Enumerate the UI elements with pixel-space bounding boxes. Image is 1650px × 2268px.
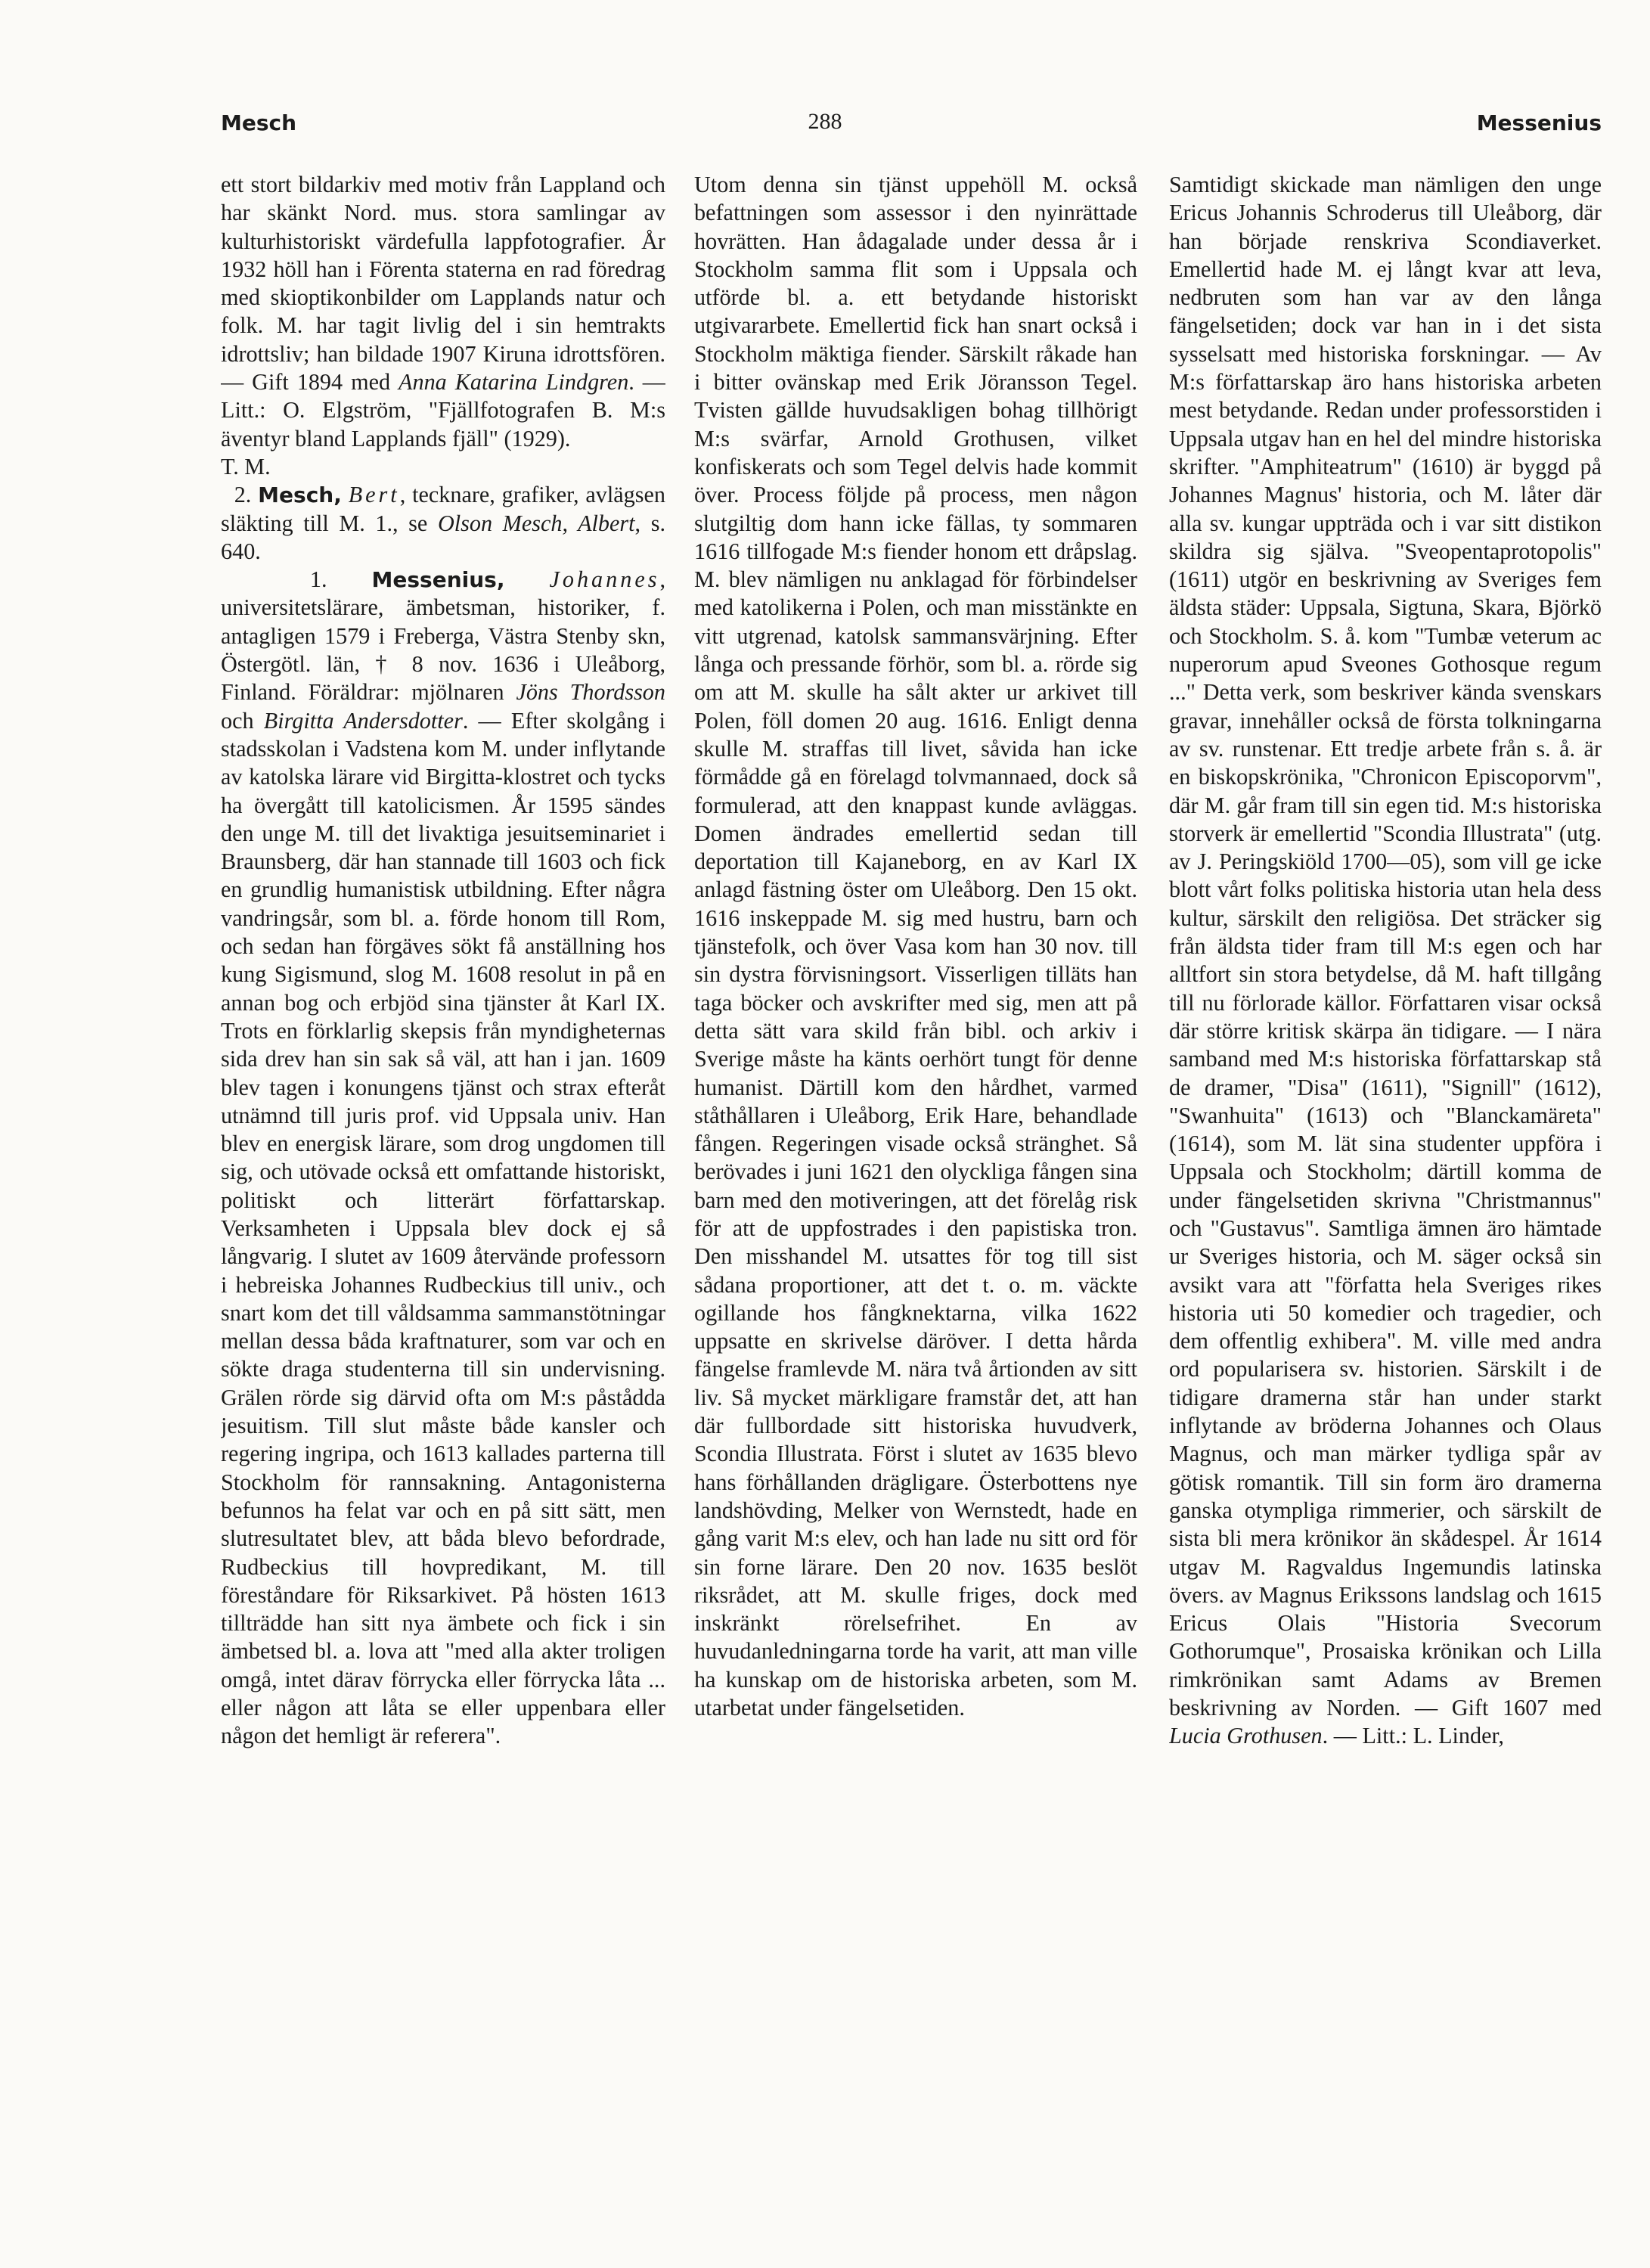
- column-2-text: Utom denna sin tjänst uppehöll M. också befattningen som assessor i den nyinrättade hovrätten. Han ådagalade under dessa år i Stockholm samma flit som i Uppsala och utförde bl. a. ett betydande historiskt utgivararbete. Emellertid fick han snart också i Stockholm mäktiga fiender. Särskilt råkade han i bitter ovänskap med Erik Jöransson Tegel. Tvisten gällde huvudsakligen bohag tillhörigt M:s svärfar, Arnold Grothusen, vilket konfiskerats och som Tegel delvis hade kommit över. Process följde på process, men någon slutgiltig dom hann icke fällas, ty sommaren 1616 tillfogade M:s fiender honom ett dråpslag. M. blev nämligen nu anklagad för förbindelser med katolikerna i Polen, och man misstänkte en vitt utgrenad, katolsk sammansvärjning. Efter långa och pressande förhör, som bl. a. rörde sig om att M. skulle ha sålt akter ur arkivet till Polen, föll domen 20 aug. 1616. Enligt denna skulle M. straffas till livet, såvida han icke förmådde gå en förelagd tolvmannaed, dock så formulerad, att den knappast kunde avläggas. Domen ändrades emellertid sedan till deportation till Kajaneborg, en av Karl IX anlagd fästning öster om Uleåborg. Den 15 okt. 1616 inskeppade M. sig med hustru, barn och tjänstefolk, och över Vasa kom han 30 nov. till sin dystra förvisningsort. Visserligen tilläts han taga böcker och avskrifter med sig, men att på detta sätt vara skild från bibl. och arkiv i Sverige måste ha känts oerhört tungt för denne humanist. Därtill kom den hårdhet, varmed ståthållaren i Uleåborg, Erik Hare, behandlade fången. Regeringen visade också stränghet. Så berövades i juni 1621 den olyckliga fången sina barn med den motiveringen, att det förelåg risk för att de uppfostrades i den papistiska tron. Den misshandel M. utsattes för tog till sist sådana proportioner, att det t. o. m. väckte ogillande hos fångknektarna, vilka 1622 uppsatte en skrivelse däröver. I detta hårda fängelse framlevde M. nära två årtionden av sitt liv. Så mycket märkligare framstår det, att han där fullbordade sitt historiska huvudverk, Scondia Illustrata. Först i slutet av 1635 blevo hans förhållanden drägligare. Österbottens nye landshövding, Melker von Wernstedt, hade en gång varit M:s elev, och han lade nu sitt ord för sin forne lärare. Den 20 nov. 1635 beslöt riksrådet, att M. skulle friges, dock med inskränkt rörelsefrihet. En av huvudanledningarna torde ha varit, att man ville ha kunskap om de historiska arbeten, som M. utarbetat under fängelsetiden.: [694, 172, 1137, 1721]
- header-left-word: Mesch: [221, 110, 297, 135]
- running-header: [0, 110, 1650, 141]
- header-right-word: Messenius: [1476, 110, 1602, 135]
- entry-mesch-1-continuation: ett stort bildarkiv med motiv från Lappland och har skänkt Nord. mus. stora samlingar av kulturhistoriskt värdefulla lappfotografier. År 1932 höll han i Förenta staterna en rad föredrag med skioptikonbilder om Lapplands natur och folk. M. har tagit livlig del i sin hemtrakts idrottsliv; han bildade 1907 Kiruna idrottsfören. — Gift 1894 med Anna Katarina Lindgren. — Litt.: O. Elgström, "Fjällfotografen B. M:s äventyr bland Lapplands fjäll" (1929).: [221, 172, 665, 451]
- entry-messenius-johannes: 1. Messenius, Johannes, universitetslärare, ämbetsman, historiker, f. antagligen 1579 i Freberga, Västra Stenby skn, Östergötl. län, † 8 nov. 1636 i Uleåborg, Finland. Föräldrar: mjölnaren Jöns Thordsson och Birgitta Andersdotter. — Efter skolgång i stadsskolan i Vadstena kom M. under inflytande av katolska lärare vid Birgitta-klostret och tycks ha övergått till katolicismen. År 1595 sändes den unge M. till det livaktiga jesuitseminariet i Braunsberg, där han stannade till 1603 och fick en grundlig humanistisk utbildning. Efter några vandringsår, som bl. a. förde honom till Rom, och sedan han förgäves sökt få anställning hos kung Sigismund, slog M. 1608 resolut in på en annan bog och erbjöd sina tjänster åt Karl IX. Trots en förklarlig skepsis från myndigheternas sida drev han sin sak så väl, att han i jan. 1609 blev tagen i konungens tjänst och strax efteråt utnämnd till juris prof. vid Uppsala univ. Han blev en energisk lärare, som drog ungdomen till sig, och utövade också ett omfattande historiskt, politiskt och litterärt författarskap. Verksamheten i Uppsala blev dock ej så långvarig. I slutet av 1609 återvände professorn i hebreiska Johannes Rudbeckius till univ., och snart kom det till våldsamma sammanstötningar mellan dessa båda kraftnaturer, som var och en sökte draga studenterna till sin undervisning. Grälen rörde sig därvid ofta om M:s påstådda jesuitism. Till slut måste både kansler och regering ingripa, och 1613 kallades parterna till Stockholm för rannsakning. Antagonisterna befunnos ha felat var och en på sitt sätt, men slutresultatet blev, att båda blevo befordrade, Rudbeckius till hovpredikant, M. till föreståndare för Riksarkivet. På hösten 1613 tillträdde han sitt nya ämbete och fick i sin ämbetsed bl. a. lova att "med alla akter troligen omgå, intet därav förrycka eller förrycka låta ... eller någon att låta se eller uppenbara eller någon det hemligt är refererа".: [221, 566, 665, 1749]
- entry-mesch-bert: 2. Mesch, Bert, tecknare, grafiker, avlägsen släkting till M. 1., se Olson Mesch, Albert, s. 640.: [221, 482, 665, 564]
- text-column-1: [221, 171, 665, 2246]
- text-column-2: [694, 171, 1137, 2246]
- text-column-3: [1169, 171, 1602, 2246]
- page-number: 288: [808, 109, 842, 134]
- column-3-text: Samtidigt skickade man nämligen den unge Ericus Johannis Schroderus till Uleåborg, där han började renskriva Scondiaverket. Emellertid hade M. ej långt kvar att leva, nedbruten som han var av den långa fängelsetiden; dock var han in i det sista sysselsatt med historiska forskningar. — Av M:s författarskap äro hans historiska arbeten mest betydande. Redan under professorstiden i Uppsala utgav han en hel del mindre historiska skrifter. "Amphiteatrum" (1610) är byggd på Johannes Magnus' historia, och M. låter där alla sv. kungar uppträda och i var sitt distikon skildra sig själva. "Sveopentaprotopolis" (1611) utgör en beskrivning av Sveriges fem äldsta städer: Uppsala, Sigtuna, Skara, Björkö och Stockholm. S. å. kom "Tumbæ veterum ac nuperorum apud Sveones Gothosque regum ..." Detta verk, som beskriver kända svenskars gravar, innehåller också de första tolkningarna av sv. runstenar. Ett tredje arbete från s. å. är en biskopskrönika, "Chronicon Episcoporvm", där M. går fram till sin egen tid. M:s historiska storverk är emellertid "Scondia Illustrata" (utg. av J. Peringskiöld 1700—05), som vill ge icke blott vårt folks politiska historia utan hela dess kultur, särskilt den religiösa. Det sträcker sig från äldsta tider fram till M:s egen och har alltfort sin stora betydelse, då M. haft tillgång till nu förlorade källor. Författaren visar också där större kritisk skärpa än tidigare. — I nära samband med M:s historiska författarskap stå de dramer, "Disa" (1611), "Signill" (1612), "Swanhuita" (1613) och "Blanckamäreta" (1614), som M. lät sina studenter uppföra i Uppsala och Stockholm; därtill komma de under fängelsetiden skrivna "Christmannus" och "Gustavus". Samtliga ämnen äro hämtade ur Sveriges historia, och M. säger också sin avsikt vara att "författa hela Sveriges rikes historia uti 50 komedier och tragedier, och dem offentlig exhibera". M. ville med andra ord popularisera sv. historien. Särskilt i de tidigare dramerna står han under starkt inflytande av bröderna Johannes och Olaus Magnus, och man märker tydliga spår av götisk romantik. Till sin form äro dramerna ganska otympliga rimmerier, och särskilt de sista bli mera krönikor än skådespel. År 1614 utgav M. Ragvaldus Ingemundis latinska övers. av Magnus Erikssons landslag och 1615 Ericus Olais "Historia Svecorum Gothorumque", Prosaiska krönikan och Lilla rimkrönikan samt Adams av Bremen beskrivning av Norden. — Gift 1607 med Lucia Grothusen. — Litt.: L. Linder,: [1169, 172, 1602, 1749]
- author-signature: T. M.: [221, 453, 271, 479]
